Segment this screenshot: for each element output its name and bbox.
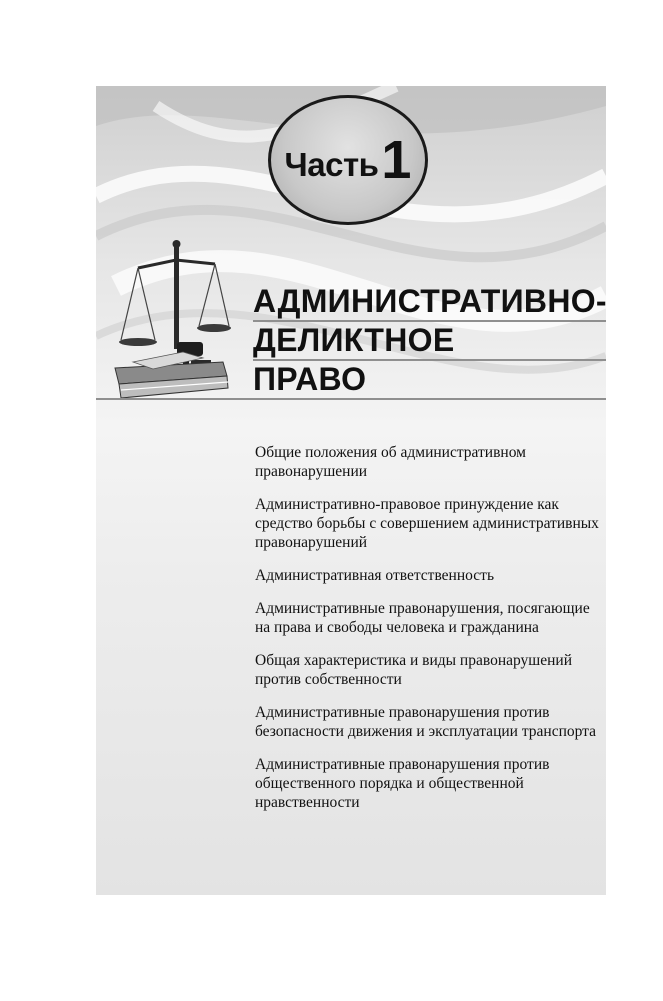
title-line-3: ПРАВО bbox=[253, 361, 367, 397]
part-label: Часть bbox=[284, 146, 379, 183]
title-line-2: ДЕЛИКТНОЕ bbox=[253, 322, 455, 358]
title-bottom-rule bbox=[96, 398, 606, 400]
toc-item: Общая характеристика и виды правонарушений против собственности bbox=[255, 652, 572, 688]
toc-item: Административно-правовое принуждение как средство борьбы с совершением административных правонарушений bbox=[255, 496, 599, 551]
toc-item: Административные правонарушения против общественного порядка и общественной нравственности bbox=[255, 756, 550, 811]
part-badge bbox=[268, 95, 428, 225]
table-of-contents bbox=[255, 443, 600, 826]
part-number: 1 bbox=[381, 130, 412, 190]
toc-item: Административные правонарушения против безопасности движения и эксплуатации транспорта bbox=[255, 704, 597, 740]
toc-item: Общие положения об административном правонарушении bbox=[255, 444, 526, 480]
scales-of-justice-icon bbox=[113, 238, 233, 403]
title-line-1: АДМИНИСТРАТИВНО- bbox=[253, 283, 607, 319]
toc-item: Административная ответственность bbox=[255, 567, 495, 584]
toc-item: Административные правонарушения, посягающие на права и свободы человека и гражданина bbox=[255, 600, 590, 636]
books-icon bbox=[115, 352, 228, 398]
